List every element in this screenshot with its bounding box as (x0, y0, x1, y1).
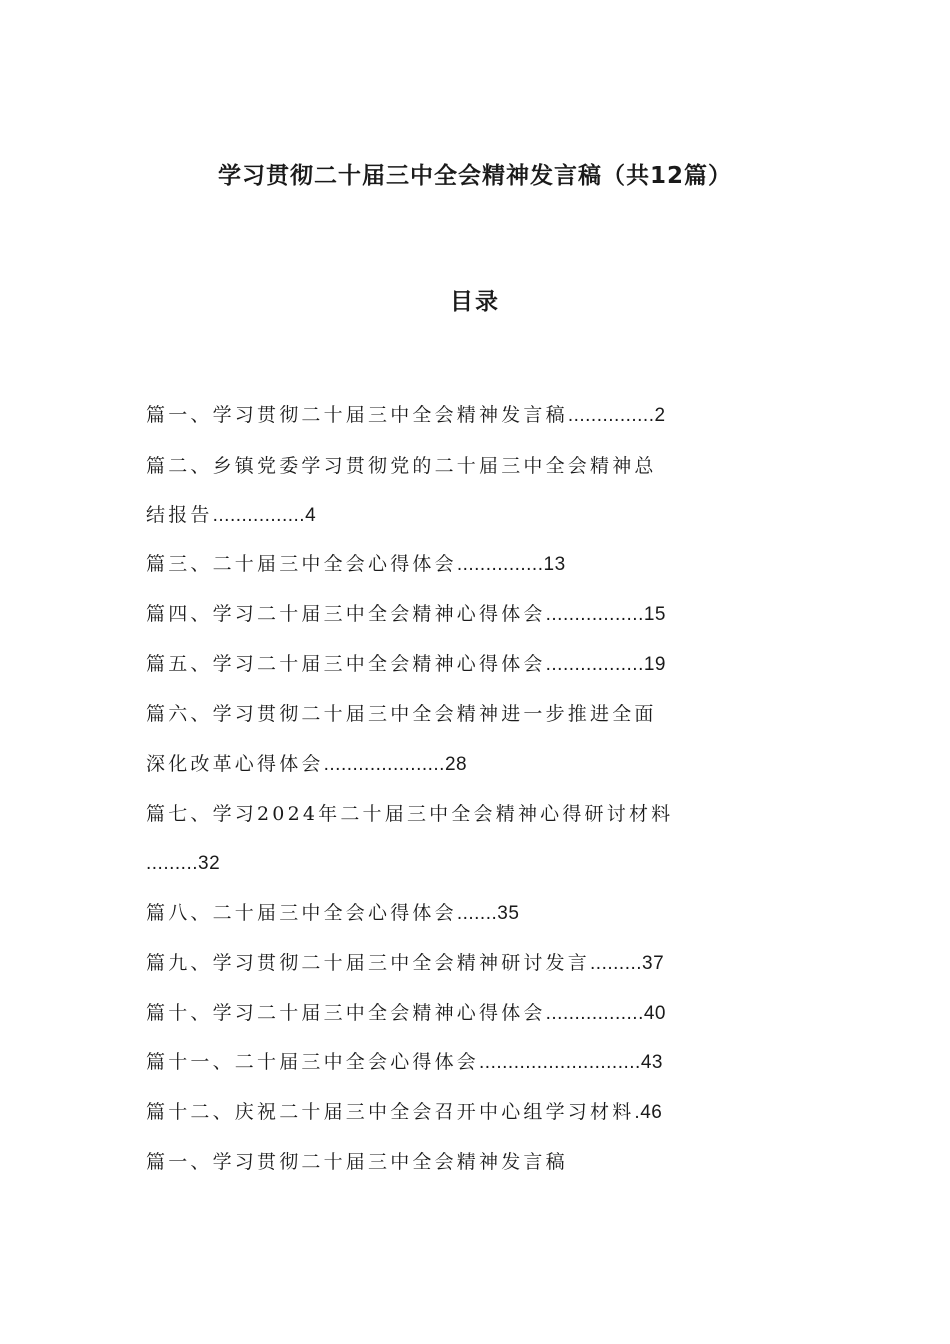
toc-entry-page: 28 (444, 754, 468, 775)
toc-entry-leader: ................. (545, 1003, 644, 1024)
toc-entry-text: 结报告 (146, 504, 213, 526)
toc-entry[interactable] (146, 1097, 662, 1128)
toc-entry[interactable] (146, 400, 666, 431)
toc-entry-text: 篇九、学习贯彻二十届三中全会精神研讨发言 (146, 952, 591, 974)
toc-entry[interactable] (146, 998, 666, 1029)
toc-entry[interactable] (146, 549, 566, 580)
toc-entry-text: 篇五、学习二十届三中全会精神心得体会 (146, 653, 546, 675)
toc-entry-text: 篇十一、二十届三中全会心得体会 (146, 1051, 480, 1073)
toc-entry-page: 2 (654, 405, 666, 426)
toc-entry-leader: ................. (545, 604, 644, 625)
toc-entry-leader: ......... (146, 853, 199, 874)
toc-entry[interactable] (146, 451, 657, 482)
toc-entry[interactable] (146, 749, 467, 780)
toc-entry-leader: ..................... (323, 754, 445, 775)
toc-entry-leader: ................ (212, 505, 306, 526)
toc-entry-leader: ......... (590, 953, 643, 974)
document-title: 学习贯彻二十届三中全会精神发言稿（共12篇） (217, 163, 732, 189)
toc-entry-leader: ................. (545, 654, 644, 675)
toc-entry-page: 13 (543, 554, 566, 575)
toc-entry-leader: ............... (567, 405, 655, 426)
toc-entry-page: 43 (640, 1052, 663, 1073)
toc-entry-leader: ....... (456, 903, 498, 924)
toc-entry-page: 15 (643, 604, 666, 625)
toc-entry-page: 40 (643, 1003, 666, 1024)
toc-entry[interactable] (146, 799, 673, 830)
toc-entry-leader: ............................ (479, 1052, 641, 1073)
toc-heading: 目录 (450, 289, 500, 315)
toc-entry-text: 篇四、学习二十届三中全会精神心得体会 (146, 603, 546, 625)
toc-entry-page: 37 (642, 953, 665, 974)
section-heading: 篇一、学习贯彻二十届三中全会精神发言稿 (146, 1151, 568, 1173)
toc-entry-text: 篇七、学习2024年二十届三中全会精神心得研讨材料 (146, 803, 674, 825)
toc-entry-text: 篇二、乡镇党委学习贯彻党的二十届三中全会精神总 (146, 455, 657, 477)
toc-entry[interactable] (146, 848, 220, 879)
toc-entry-text: 篇十二、庆祝二十届三中全会召开中心组学习材料 (146, 1101, 635, 1123)
toc-entry-text: 篇六、学习贯彻二十届三中全会精神进一步推进全面 (146, 703, 657, 725)
toc-entry-page: 46 (640, 1102, 663, 1123)
toc-entry[interactable] (146, 599, 666, 630)
toc-entry-text: 篇八、二十届三中全会心得体会 (146, 902, 457, 924)
toc-entry[interactable] (146, 898, 519, 929)
toc-entry[interactable] (146, 649, 666, 680)
toc-entry[interactable] (146, 500, 316, 531)
toc-entry-text: 深化改革心得体会 (146, 753, 324, 775)
toc-entry-leader: . (634, 1102, 641, 1123)
toc-entry-page: 19 (643, 654, 666, 675)
toc-entry[interactable] (146, 699, 657, 730)
toc-entry-leader: ............... (456, 554, 544, 575)
toc-entry[interactable] (146, 948, 664, 979)
toc-entry[interactable] (146, 1047, 663, 1078)
toc-entry-text: 篇三、二十届三中全会心得体会 (146, 553, 457, 575)
toc-entry-text: 篇一、学习贯彻二十届三中全会精神发言稿 (146, 404, 568, 426)
toc-entry-page: 35 (497, 903, 520, 924)
toc-entry-page: 32 (198, 853, 221, 874)
toc-entry-page: 4 (305, 505, 317, 526)
toc-entry-text: 篇十、学习二十届三中全会精神心得体会 (146, 1002, 546, 1024)
